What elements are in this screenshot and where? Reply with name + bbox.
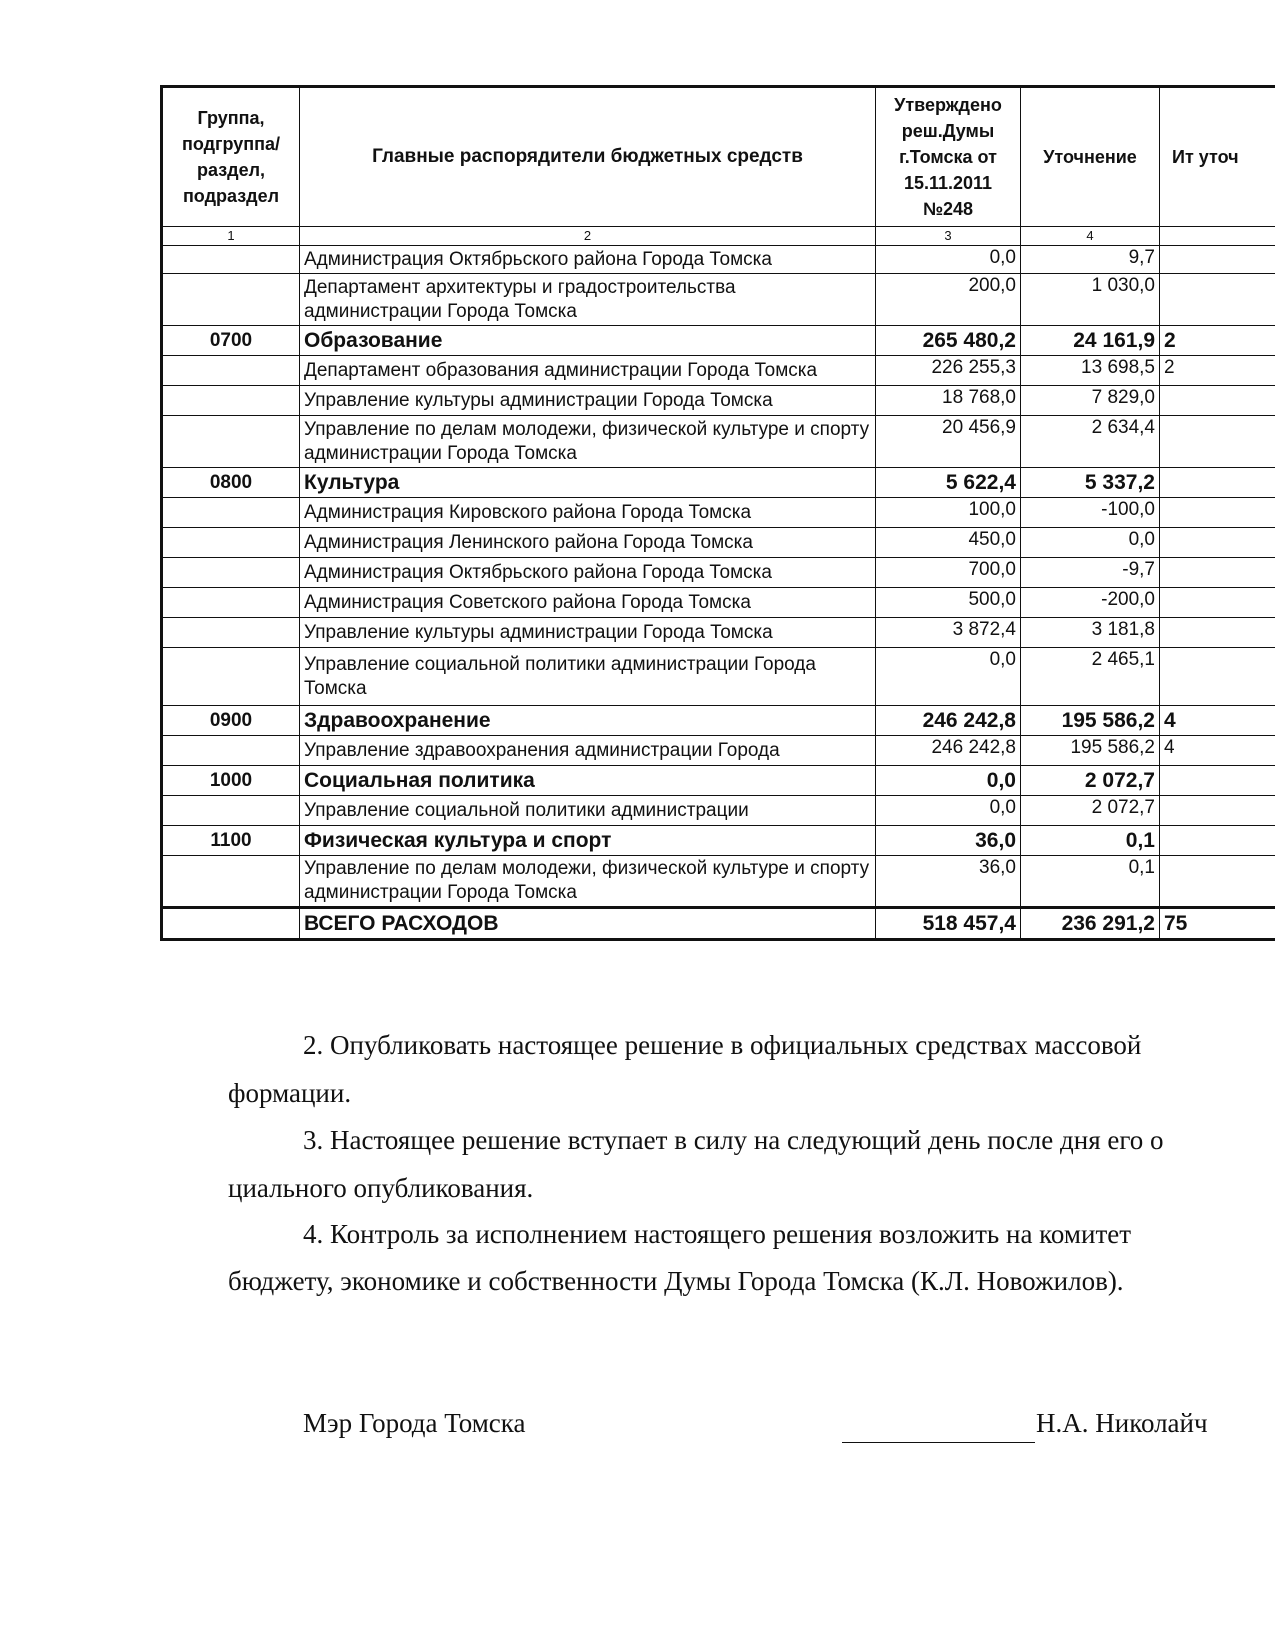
row-clarification: 2 465,1 <box>1021 648 1160 706</box>
row-approved: 0,0 <box>876 766 1021 796</box>
row-clarification: 0,1 <box>1021 826 1160 856</box>
row-approved: 500,0 <box>876 588 1021 618</box>
row-code: 1000 <box>162 766 300 796</box>
row-name: Физическая культура и спорт <box>300 826 876 856</box>
row-name: Администрация Октябрьского района Города Томска <box>300 558 876 588</box>
row-clarification: 3 181,8 <box>1021 618 1160 648</box>
paragraph-4-line-1: 4. Контроль за исполнением настоящего решения возложить на комитет <box>303 1219 1132 1249</box>
row-code <box>162 736 300 766</box>
paragraph-3-line-1: 3. Настоящее решение вступает в силу на следующий день после дня его о <box>303 1125 1164 1155</box>
table-row <box>162 856 1275 908</box>
row-approved: 36,0 <box>876 826 1021 856</box>
row-extra <box>1160 588 1275 618</box>
header-clarification: Уточнение <box>1021 87 1160 227</box>
row-approved: 226 255,3 <box>876 356 1021 386</box>
row-code <box>162 246 300 274</box>
total-label: ВСЕГО РАСХОДОВ <box>300 908 876 940</box>
row-name: Управление социальной политики администрации <box>300 796 876 826</box>
row-clarification: 13 698,5 <box>1021 356 1160 386</box>
row-extra: 2 <box>1160 356 1275 386</box>
row-clarification: 195 586,2 <box>1021 706 1160 736</box>
row-extra <box>1160 648 1275 706</box>
signature-line <box>842 1442 1035 1443</box>
row-code: 0800 <box>162 468 300 498</box>
row-clarification: 1 030,0 <box>1021 274 1160 326</box>
colnum-3: 3 <box>876 227 1021 246</box>
row-extra <box>1160 528 1275 558</box>
row-code: 1100 <box>162 826 300 856</box>
table-row <box>162 736 1275 766</box>
header-row <box>162 87 1275 227</box>
row-code: 0700 <box>162 326 300 356</box>
row-extra <box>1160 416 1275 468</box>
row-code <box>162 528 300 558</box>
table-row <box>162 274 1275 326</box>
table-row <box>162 498 1275 528</box>
column-numbers-row <box>162 227 1275 246</box>
row-code <box>162 648 300 706</box>
table-row <box>162 528 1275 558</box>
row-name: Здравоохранение <box>300 706 876 736</box>
row-name: Управление культуры администрации Города Томска <box>300 618 876 648</box>
row-extra <box>1160 766 1275 796</box>
row-code <box>162 558 300 588</box>
colnum-2: 2 <box>300 227 876 246</box>
total-clarification: 236 291,2 <box>1021 908 1160 940</box>
section-row <box>162 766 1275 796</box>
row-name: Культура <box>300 468 876 498</box>
row-name: Администрация Советского района Города Томска <box>300 588 876 618</box>
row-name: Управление культуры администрации Города Томска <box>300 386 876 416</box>
row-extra <box>1160 796 1275 826</box>
table-row <box>162 386 1275 416</box>
row-extra <box>1160 274 1275 326</box>
row-extra: 4 <box>1160 706 1275 736</box>
header-group: Группа, подгруппа/ раздел, подраздел <box>162 87 300 227</box>
row-clarification: 5 337,2 <box>1021 468 1160 498</box>
row-approved: 246 242,8 <box>876 736 1021 766</box>
row-code: 0900 <box>162 706 300 736</box>
row-approved: 265 480,2 <box>876 326 1021 356</box>
row-approved: 0,0 <box>876 246 1021 274</box>
table-row <box>162 558 1275 588</box>
signature-name: Н.А. Николайч <box>1036 1408 1208 1438</box>
row-approved: 18 768,0 <box>876 386 1021 416</box>
row-approved: 246 242,8 <box>876 706 1021 736</box>
row-code <box>162 856 300 908</box>
section-row <box>162 826 1275 856</box>
row-clarification: 2 072,7 <box>1021 796 1160 826</box>
row-name: Администрация Октябрьского района Города Томска <box>300 246 876 274</box>
row-name: Управление по делам молодежи, физической культуре и спорту администрации Города Томска <box>300 416 876 468</box>
colnum-4: 4 <box>1021 227 1160 246</box>
paragraph-3-line-2: циального опубликования. <box>228 1173 534 1203</box>
total-approved: 518 457,4 <box>876 908 1021 940</box>
row-clarification: 9,7 <box>1021 246 1160 274</box>
row-clarification: 195 586,2 <box>1021 736 1160 766</box>
row-approved: 200,0 <box>876 274 1021 326</box>
row-name: Управление по делам молодежи, физической культуре и спорту администрации Города Томска <box>300 856 876 908</box>
table-body <box>162 246 1275 908</box>
row-approved: 3 872,4 <box>876 618 1021 648</box>
row-approved: 700,0 <box>876 558 1021 588</box>
paragraph-2-line-1: 2. Опубликовать настоящее решение в официальных средствах массовой <box>303 1030 1142 1060</box>
row-extra <box>1160 618 1275 648</box>
row-approved: 5 622,4 <box>876 468 1021 498</box>
row-clarification: -9,7 <box>1021 558 1160 588</box>
row-extra: 2 <box>1160 326 1275 356</box>
table-row <box>162 416 1275 468</box>
total-extra: 75 <box>1160 908 1275 940</box>
paragraph-2-line-2: формации. <box>228 1078 352 1108</box>
header-approved: Утверждено реш.Думы г.Томска от 15.11.2011 №248 <box>876 87 1021 227</box>
row-code <box>162 498 300 528</box>
colnum-1: 1 <box>162 227 300 246</box>
row-name: Департамент архитектуры и градостроительства администрации Города Томска <box>300 274 876 326</box>
total-row <box>162 908 1275 940</box>
table-row <box>162 618 1275 648</box>
row-name: Департамент образования администрации Города Томска <box>300 356 876 386</box>
row-clarification: 0,0 <box>1021 528 1160 558</box>
row-code <box>162 588 300 618</box>
section-row <box>162 326 1275 356</box>
budget-table <box>160 85 1275 941</box>
row-name: Социальная политика <box>300 766 876 796</box>
row-extra: 4 <box>1160 736 1275 766</box>
row-extra <box>1160 246 1275 274</box>
budget-table-container <box>160 85 1275 1013</box>
row-approved: 20 456,9 <box>876 416 1021 468</box>
row-extra <box>1160 856 1275 908</box>
signature-title: Мэр Города Томска <box>303 1408 526 1438</box>
row-clarification: 2 072,7 <box>1021 766 1160 796</box>
colnum-5 <box>1160 227 1275 246</box>
table-row <box>162 588 1275 618</box>
row-code <box>162 356 300 386</box>
row-approved: 0,0 <box>876 648 1021 706</box>
row-name: Управление социальной политики администрации Города Томска <box>300 648 876 706</box>
row-code <box>162 386 300 416</box>
row-code <box>162 796 300 826</box>
row-extra <box>1160 386 1275 416</box>
table-row <box>162 796 1275 826</box>
row-name: Образование <box>300 326 876 356</box>
row-clarification: 0,1 <box>1021 856 1160 908</box>
row-code <box>162 618 300 648</box>
row-extra <box>1160 468 1275 498</box>
row-clarification: 2 634,4 <box>1021 416 1160 468</box>
header-total-partial: Ит уточ <box>1160 87 1275 227</box>
row-code <box>162 274 300 326</box>
row-name: Управление здравоохранения администрации Города <box>300 736 876 766</box>
row-clarification: 7 829,0 <box>1021 386 1160 416</box>
row-extra <box>1160 558 1275 588</box>
row-name: Администрация Кировского района Города Томска <box>300 498 876 528</box>
header-name: Главные распорядители бюджетных средств <box>300 87 876 227</box>
row-name: Администрация Ленинского района Города Томска <box>300 528 876 558</box>
row-code <box>162 416 300 468</box>
row-extra <box>1160 826 1275 856</box>
row-clarification: -100,0 <box>1021 498 1160 528</box>
total-code <box>162 908 300 940</box>
row-approved: 36,0 <box>876 856 1021 908</box>
section-row <box>162 706 1275 736</box>
row-clarification: 24 161,9 <box>1021 326 1160 356</box>
table-row <box>162 648 1275 706</box>
row-clarification: -200,0 <box>1021 588 1160 618</box>
section-row <box>162 468 1275 498</box>
table-row <box>162 356 1275 386</box>
row-approved: 100,0 <box>876 498 1021 528</box>
row-extra <box>1160 498 1275 528</box>
row-approved: 450,0 <box>876 528 1021 558</box>
table-row <box>162 246 1275 274</box>
paragraph-4-line-2: бюджету, экономике и собственности Думы Города Томска (К.Л. Новожилов). <box>228 1266 1124 1296</box>
row-approved: 0,0 <box>876 796 1021 826</box>
